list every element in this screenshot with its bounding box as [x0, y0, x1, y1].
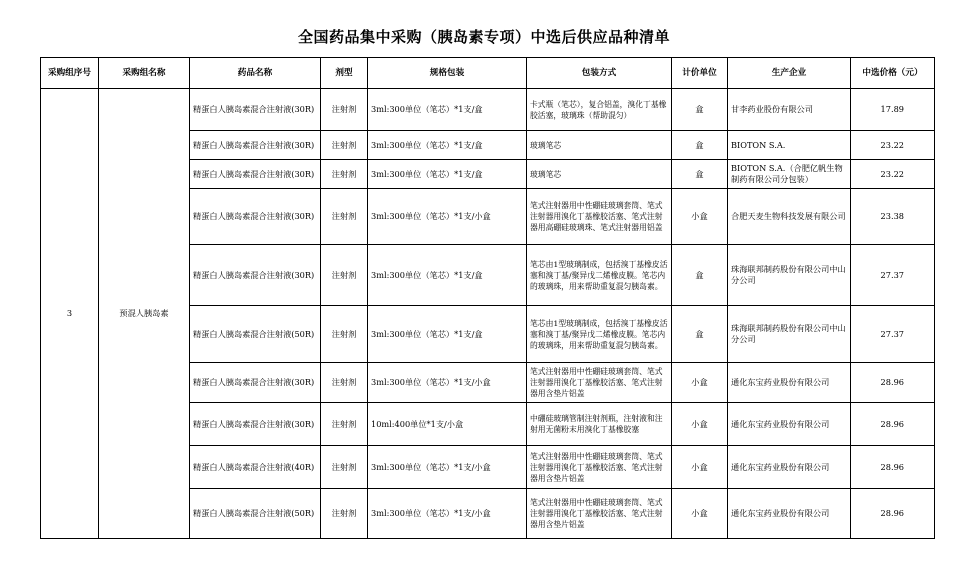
header-drug-name: 药品名称 — [190, 58, 321, 89]
manufacturer-cell: 通化东宝药业股份有限公司 — [728, 446, 851, 489]
dosage-form-cell: 注射剂 — [321, 403, 368, 446]
price-cell: 23.22 — [851, 131, 935, 160]
manufacturer-cell: 通化东宝药业股份有限公司 — [728, 363, 851, 403]
unit-cell: 小盒 — [672, 363, 728, 403]
spec-cell: 3ml:300单位（笔芯）*1支/小盒 — [368, 446, 527, 489]
dosage-form-cell: 注射剂 — [321, 189, 368, 245]
spec-cell: 3ml:300单位（笔芯）*1支/小盒 — [368, 189, 527, 245]
packaging-cell: 笔式注射器用中性硼硅玻璃套筒、笔式注射器用溴化丁基橡胶活塞、笔式注射器用含垫片铝盖 — [527, 363, 672, 403]
drug-name-cell: 精蛋白人胰岛素混合注射液(30R) — [190, 131, 321, 160]
header-dosage-form: 剂型 — [321, 58, 368, 89]
manufacturer-cell: 合肥天麦生物科技发展有限公司 — [728, 189, 851, 245]
unit-cell: 小盒 — [672, 489, 728, 539]
dosage-form-cell: 注射剂 — [321, 306, 368, 363]
unit-cell: 盒 — [672, 89, 728, 131]
header-row — [41, 58, 935, 89]
header-manufacturer: 生产企业 — [728, 58, 851, 89]
price-cell: 27.37 — [851, 306, 935, 363]
unit-cell: 盒 — [672, 131, 728, 160]
dosage-form-cell: 注射剂 — [321, 160, 368, 189]
manufacturer-cell: 甘李药业股份有限公司 — [728, 89, 851, 131]
spec-cell: 3ml:300单位（笔芯）*1支/盒 — [368, 160, 527, 189]
price-cell: 28.96 — [851, 363, 935, 403]
price-cell: 28.96 — [851, 489, 935, 539]
drug-name-cell: 精蛋白人胰岛素混合注射液(30R) — [190, 89, 321, 131]
header-spec: 规格包装 — [368, 58, 527, 89]
manufacturer-cell: 珠海联邦制药股份有限公司中山分公司 — [728, 306, 851, 363]
price-cell: 27.37 — [851, 245, 935, 306]
dosage-form-cell: 注射剂 — [321, 245, 368, 306]
spec-cell: 3ml:300单位（笔芯）*1支/小盒 — [368, 363, 527, 403]
price-cell: 23.38 — [851, 189, 935, 245]
drug-name-cell: 精蛋白人胰岛素混合注射液(30R) — [190, 363, 321, 403]
manufacturer-cell: BIOTON S.A. — [728, 131, 851, 160]
unit-cell: 小盒 — [672, 446, 728, 489]
price-cell: 23.22 — [851, 160, 935, 189]
manufacturer-cell: 通化东宝药业股份有限公司 — [728, 489, 851, 539]
document-title: 全国药品集中采购（胰岛素专项）中选后供应品种清单 — [297, 28, 670, 46]
packaging-cell: 笔式注射器用中性硼硅玻璃套筒、笔式注射器用溴化丁基橡胶活塞、笔式注射器用含垫片铝盖 — [527, 489, 672, 539]
spec-cell: 3ml:300单位（笔芯）*1支/盒 — [368, 306, 527, 363]
group-number-cell: 3 — [41, 89, 99, 539]
packaging-cell: 笔芯由1型玻璃制成，包括溴丁基橡皮活塞和溴丁基/聚异戊二烯橡皮膜。笔芯内的玻璃珠，用来帮助重复混匀胰岛素。 — [527, 245, 672, 306]
drug-name-cell: 精蛋白人胰岛素混合注射液(30R) — [190, 189, 321, 245]
drug-name-cell: 精蛋白人胰岛素混合注射液(30R) — [190, 160, 321, 189]
drug-name-cell: 精蛋白人胰岛素混合注射液(30R) — [190, 403, 321, 446]
drug-name-cell: 精蛋白人胰岛素混合注射液(50R) — [190, 489, 321, 539]
packaging-cell: 玻璃笔芯 — [527, 160, 672, 189]
header-group-name: 采购组名称 — [99, 58, 190, 89]
unit-cell: 盒 — [672, 245, 728, 306]
spec-cell: 3ml:300单位（笔芯）*1支/盒 — [368, 245, 527, 306]
header-group-number: 采购组序号 — [41, 58, 99, 89]
supply-list-table — [40, 57, 935, 539]
unit-cell: 小盒 — [672, 189, 728, 245]
manufacturer-cell: BIOTON S.A.（合肥亿帆生物制药有限公司分包装） — [728, 160, 851, 189]
manufacturer-cell: 通化东宝药业股份有限公司 — [728, 403, 851, 446]
packaging-cell: 卡式瓶（笔芯），复合铝盖，溴化丁基橡胶活塞，玻璃珠（帮助混匀） — [527, 89, 672, 131]
spec-cell: 3ml:300单位（笔芯）*1支/盒 — [368, 89, 527, 131]
spec-cell: 10ml:400单位*1支/小盒 — [368, 403, 527, 446]
dosage-form-cell: 注射剂 — [321, 131, 368, 160]
manufacturer-cell: 珠海联邦制药股份有限公司中山分公司 — [728, 245, 851, 306]
drug-name-cell: 精蛋白人胰岛素混合注射液(50R) — [190, 306, 321, 363]
price-cell: 17.89 — [851, 89, 935, 131]
header-packaging: 包装方式 — [527, 58, 672, 89]
unit-cell: 盒 — [672, 306, 728, 363]
dosage-form-cell: 注射剂 — [321, 489, 368, 539]
packaging-cell: 玻璃笔芯 — [527, 131, 672, 160]
unit-cell: 盒 — [672, 160, 728, 189]
unit-cell: 小盒 — [672, 403, 728, 446]
drug-name-cell: 精蛋白人胰岛素混合注射液(40R) — [190, 446, 321, 489]
packaging-cell: 笔式注射器用中性硼硅玻璃套筒、笔式注射器用溴化丁基橡胶活塞、笔式注射器用含垫片铝盖 — [527, 446, 672, 489]
group-name-cell: 预混人胰岛素 — [99, 89, 190, 539]
price-cell: 28.96 — [851, 446, 935, 489]
dosage-form-cell: 注射剂 — [321, 89, 368, 131]
packaging-cell: 中硼硅玻璃管制注射剂瓶，注射液和注射用无菌粉末用溴化丁基橡胶塞 — [527, 403, 672, 446]
packaging-cell: 笔式注射器用中性硼硅玻璃套筒、笔式注射器用溴化丁基橡胶活塞、笔式注射器用高硼硅玻璃珠、笔式注射器用铝盖 — [527, 189, 672, 245]
header-unit: 计价单位 — [672, 58, 728, 89]
header-price: 中选价格（元） — [851, 58, 935, 89]
drug-name-cell: 精蛋白人胰岛素混合注射液(30R) — [190, 245, 321, 306]
dosage-form-cell: 注射剂 — [321, 363, 368, 403]
spec-cell: 3ml:300单位（笔芯）*1支/盒 — [368, 131, 527, 160]
packaging-cell: 笔芯由1型玻璃制成，包括溴丁基橡皮活塞和溴丁基/聚异戊二烯橡皮膜。笔芯内的玻璃珠，用来帮助重复混匀胰岛素。 — [527, 306, 672, 363]
price-cell: 28.96 — [851, 403, 935, 446]
spec-cell: 3ml:300单位（笔芯）*1支/小盒 — [368, 489, 527, 539]
table-row — [41, 89, 935, 131]
dosage-form-cell: 注射剂 — [321, 446, 368, 489]
